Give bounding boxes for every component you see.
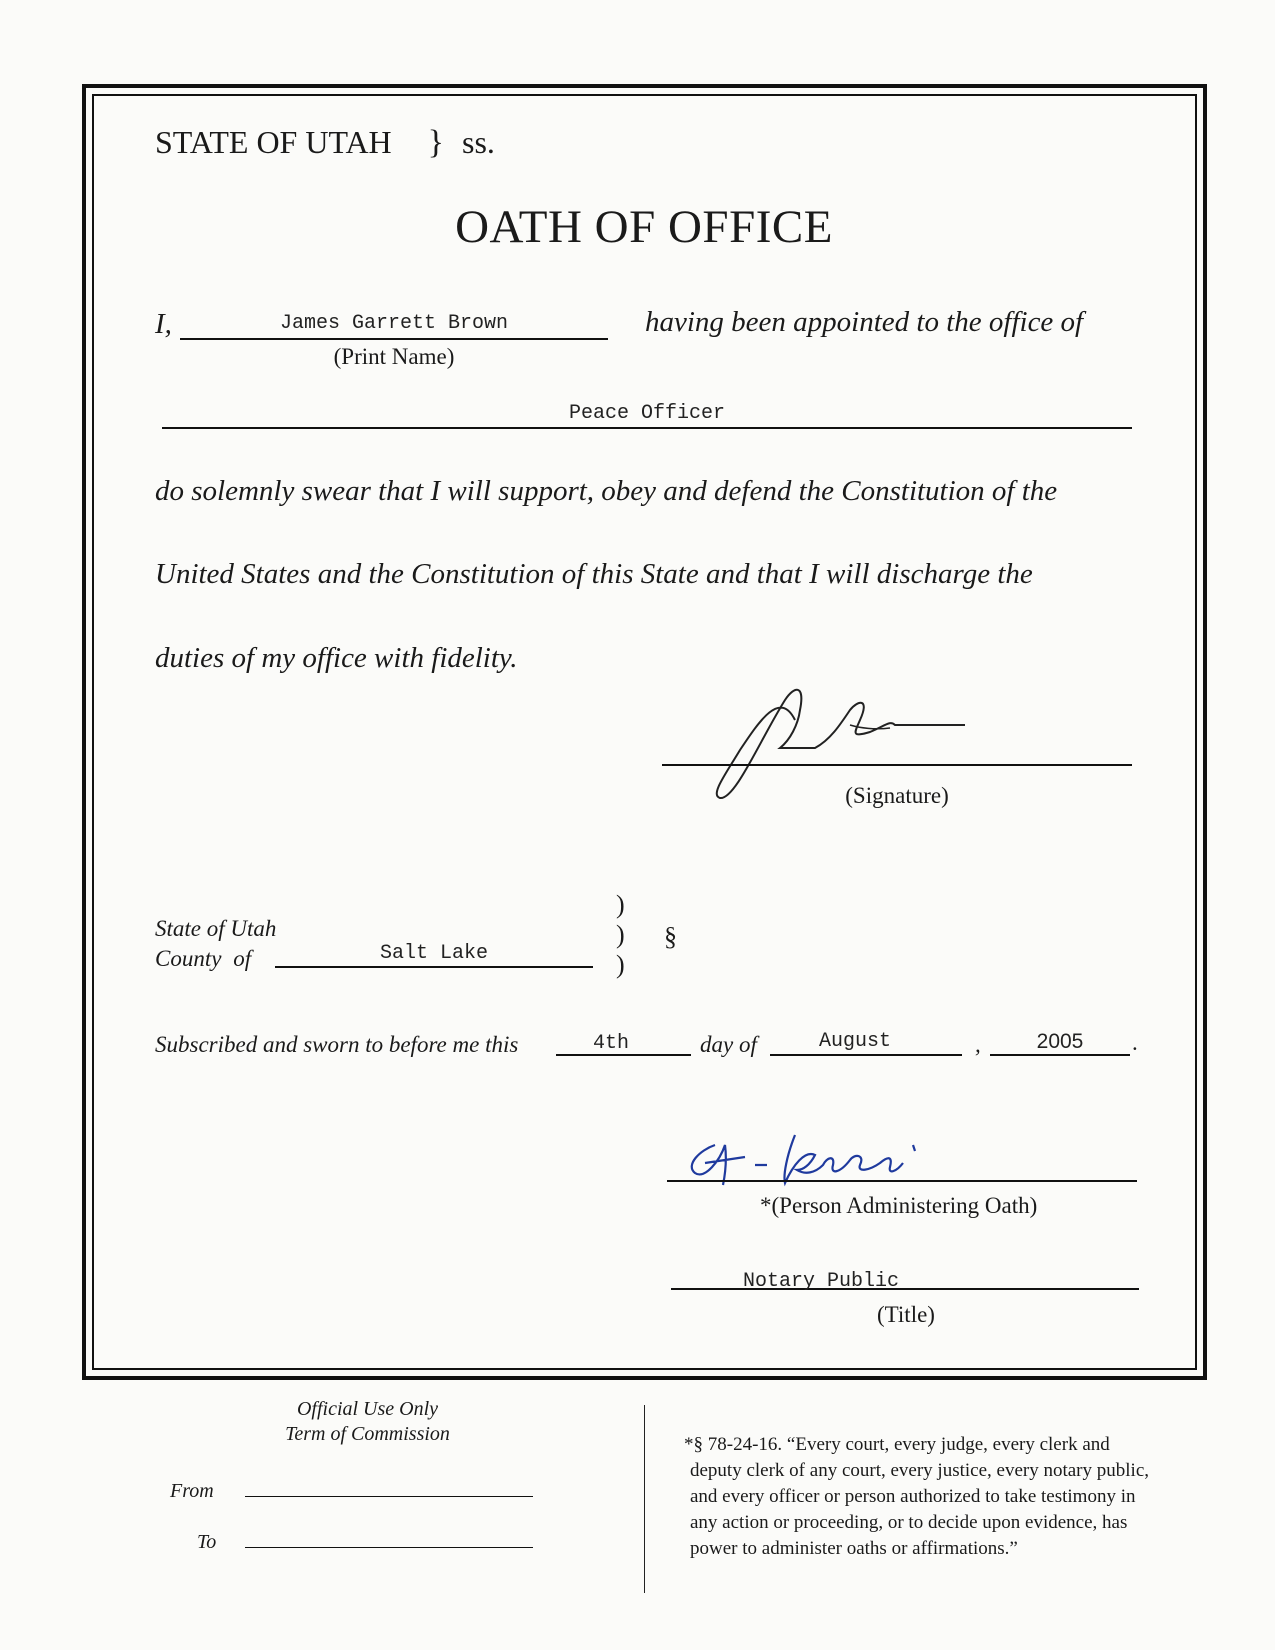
venue-county-label: County of	[155, 946, 252, 971]
month-line	[770, 1054, 962, 1056]
ss-label: ss.	[461, 124, 495, 160]
day-value[interactable]: 4th	[592, 1032, 629, 1055]
oath-body-line-2: United States and the Constitution of this State and that I will discharge the	[155, 558, 1033, 590]
office-value[interactable]: Peace Officer	[568, 402, 726, 425]
to-line[interactable]	[245, 1547, 533, 1548]
name-value[interactable]: James Garrett Brown	[279, 312, 509, 335]
county-value[interactable]: Salt Lake	[379, 942, 489, 965]
title-value[interactable]: Notary Public	[742, 1270, 900, 1293]
month-value[interactable]: August	[818, 1030, 891, 1053]
page-title: OATH OF OFFICE	[455, 201, 833, 253]
title-caption: (Title)	[877, 1302, 935, 1327]
name-line	[180, 338, 608, 340]
footer-divider	[644, 1405, 645, 1593]
section-symbol: §	[664, 922, 677, 951]
appointed-text: having been appointed to the office of	[645, 306, 1084, 338]
venue-paren-2: )	[616, 920, 625, 949]
statute-note-line: and every officer or person authorized to take testimony in	[690, 1486, 1136, 1507]
statute-note-line: power to administer oaths or affirmations.”	[690, 1538, 1018, 1559]
statute-note-line: deputy clerk of any court, every justice, every notary public,	[690, 1460, 1149, 1481]
administrator-signature-image	[675, 1125, 955, 1195]
from-line[interactable]	[245, 1496, 533, 1497]
comma: ,	[975, 1032, 981, 1057]
period: .	[1132, 1030, 1138, 1055]
sworn-prefix: Subscribed and sworn to before me this	[155, 1032, 519, 1057]
signature-line	[662, 764, 1132, 766]
administrator-caption: *(Person Administering Oath)	[760, 1193, 1038, 1218]
administrator-signature-line	[667, 1180, 1137, 1182]
venue-state-label: State of Utah	[155, 916, 277, 941]
county-line	[275, 966, 593, 968]
state-heading	[155, 124, 495, 162]
venue-paren-3: )	[616, 950, 625, 979]
name-caption: (Print Name)	[333, 344, 455, 369]
statute-note	[684, 1432, 1210, 1562]
form-border-inner	[92, 94, 1197, 1370]
day-of-label: day of	[700, 1032, 757, 1057]
to-label: To	[197, 1531, 217, 1553]
official-use-heading: Official Use Only	[296, 1398, 439, 1420]
state-name: STATE OF UTAH	[155, 124, 392, 160]
term-of-commission-heading: Term of Commission	[285, 1423, 450, 1445]
oath-body-line-1: do solemnly swear that I will support, obey and defend the Constitution of the	[155, 475, 1058, 507]
office-line	[162, 427, 1132, 429]
year-value[interactable]: 2005	[1036, 1030, 1084, 1053]
venue-paren-1: )	[616, 890, 625, 919]
statute-note-line: any action or proceeding, or to decide upon evidence, has	[690, 1512, 1128, 1533]
i-label: I,	[155, 308, 172, 340]
from-label: From	[170, 1480, 214, 1502]
statute-note-line: *§ 78-24-16. “Every court, every judge, every clerk and	[684, 1434, 1110, 1455]
signature-caption: (Signature)	[845, 783, 949, 808]
brace: }	[427, 124, 444, 161]
oath-body-line-3: duties of my office with fidelity.	[155, 642, 518, 674]
year-line	[990, 1054, 1130, 1056]
